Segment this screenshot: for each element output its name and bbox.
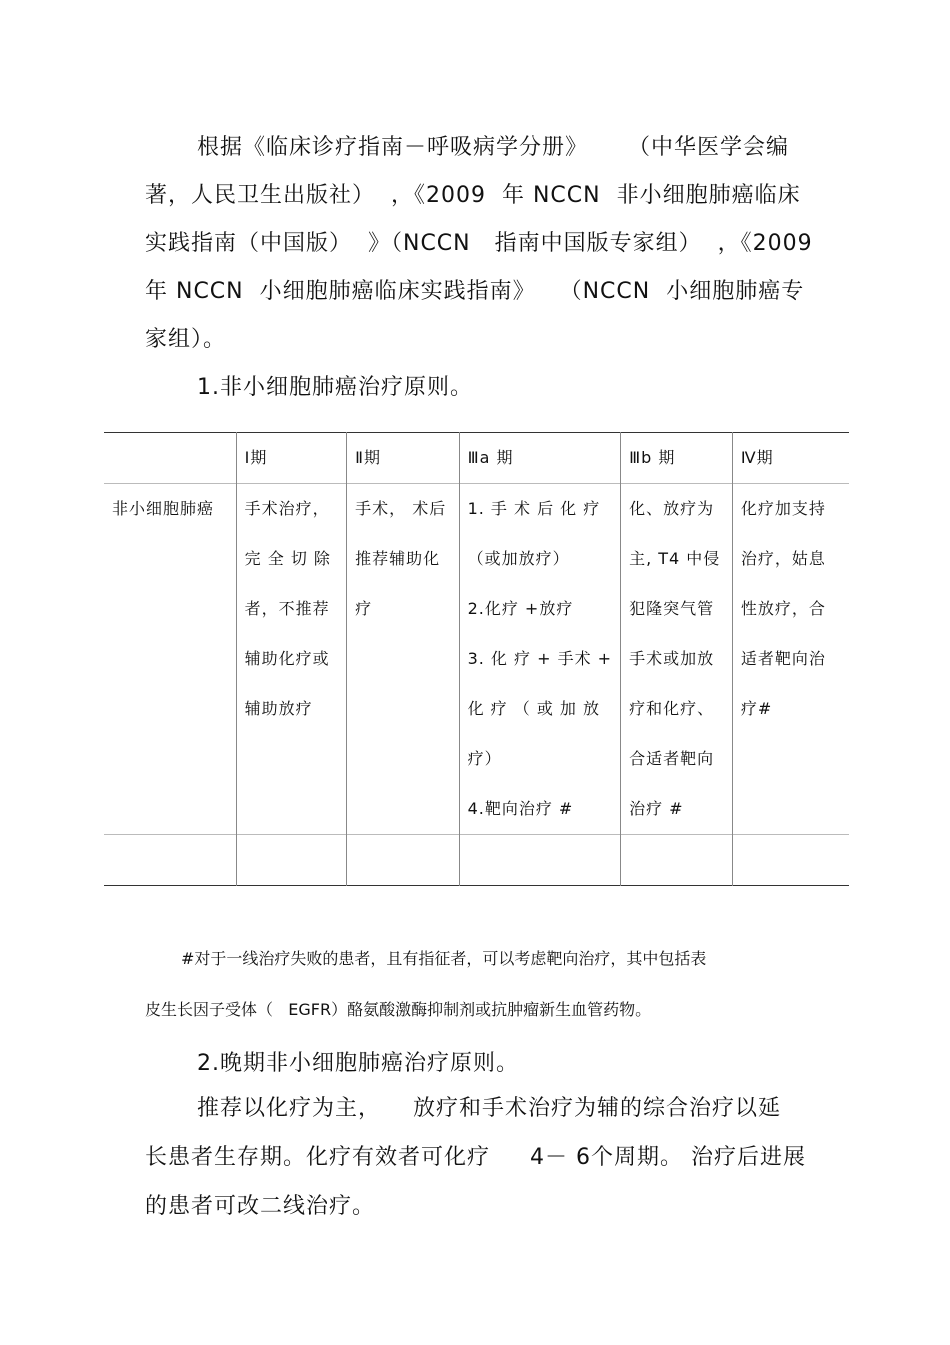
table-row (104, 484, 849, 835)
header-stage-1: Ⅰ期 (236, 433, 346, 484)
table-empty-row (104, 835, 849, 886)
cell-line: 主, T4 中侵 (629, 549, 721, 568)
empty-cell (732, 835, 849, 886)
empty-cell (621, 835, 733, 886)
row-label-text: 非小细胞肺癌 (112, 499, 215, 518)
cell-line: 3. 化 疗 + 手术 + (467, 649, 613, 668)
cell-stage-3b (621, 484, 733, 835)
header-stage-4: Ⅳ期 (732, 433, 849, 484)
cell-line: 4.靶向治疗 # (467, 799, 574, 818)
paragraph-line: 长患者生存期。化疗有效者可化疗 4－ 6个周期。 治疗后进展 (145, 1145, 806, 1170)
paragraph-line: 的患者可改二线治疗。 (145, 1194, 376, 1219)
cell-line: 1. 手 术 后 化 疗 (467, 499, 601, 518)
row-label (104, 484, 236, 835)
cell-stage-3a (459, 484, 621, 835)
footnote-line: 皮生长因子受体（ EGFR）酪氨酸激酶抑制剂或抗肿瘤新生血管药物。 (145, 1000, 652, 1019)
cell-line: 疗# (740, 699, 773, 718)
section-2-title: 2.晚期非小细胞肺癌治疗原则。 (197, 1051, 519, 1076)
cell-line: 手术或加放 (629, 649, 715, 668)
cell-line: 治疗 # (629, 799, 684, 818)
empty-cell (459, 835, 621, 886)
cell-line: （或加放疗） (467, 549, 570, 568)
empty-cell (104, 835, 236, 886)
cell-line: 化疗加支持 (740, 499, 826, 518)
cell-line: 辅助放疗 (244, 699, 313, 718)
cell-line: 疗） (467, 749, 502, 768)
intro-line: 著，人民卫生出版社） ，《2009 年 NCCN 非小细胞肺癌临床 (145, 183, 801, 208)
cell-line: 治疗，姑息 (740, 549, 826, 568)
cell-stage-1 (236, 484, 346, 835)
cell-line: 疗 (355, 599, 373, 618)
cell-line: 性放疗，合 (740, 599, 826, 618)
header-stage-3b: Ⅲb 期 (621, 433, 733, 484)
intro-line: 家组）。 (145, 327, 227, 352)
intro-line: 实践指南（中国版） 》（NCCN 指南中国版专家组） ，《2009 (145, 231, 813, 256)
cell-line: 手术， 术后 (355, 499, 447, 518)
cell-line: 者，不推荐 (244, 599, 330, 618)
empty-cell (347, 835, 459, 886)
cell-line: 2.化疗 +放疗 (467, 599, 574, 618)
treatment-table (104, 432, 849, 886)
header-stage-3a: Ⅲa 期 (459, 433, 621, 484)
table-header-row (104, 433, 849, 484)
footnote-line: #对于一线治疗失败的患者，且有指征者，可以考虑靶向治疗，其中包括表 (181, 949, 707, 968)
cell-line: 化、放疗为 (629, 499, 715, 518)
cell-line: 手术治疗， (244, 499, 330, 518)
header-empty (104, 433, 236, 484)
cell-stage-4 (732, 484, 849, 835)
intro-line: 根据《临床诊疗指南－呼吸病学分册》 （中华医学会编 (197, 135, 789, 160)
paragraph-line: 推荐以化疗为主， 放疗和手术治疗为辅的综合治疗以延 (197, 1096, 781, 1121)
section-1-title: 1.非小细胞肺癌治疗原则。 (197, 375, 473, 400)
cell-line: 化 疗 （ 或 加 放 (467, 699, 600, 718)
cell-line: 犯隆突气管 (629, 599, 715, 618)
header-stage-2: Ⅱ期 (347, 433, 459, 484)
cell-stage-2 (347, 484, 459, 835)
cell-line: 辅助化疗或 (244, 649, 330, 668)
cell-line: 推荐辅助化 (355, 549, 441, 568)
cell-line: 合适者靶向 (629, 749, 715, 768)
cell-line: 疗和化疗、 (629, 699, 715, 718)
cell-line: 适者靶向治 (740, 649, 826, 668)
cell-line: 完 全 切 除 (244, 549, 331, 568)
intro-line: 年 NCCN 小细胞肺癌临床实践指南》 （NCCN 小细胞肺癌专 (145, 279, 805, 304)
empty-cell (236, 835, 346, 886)
